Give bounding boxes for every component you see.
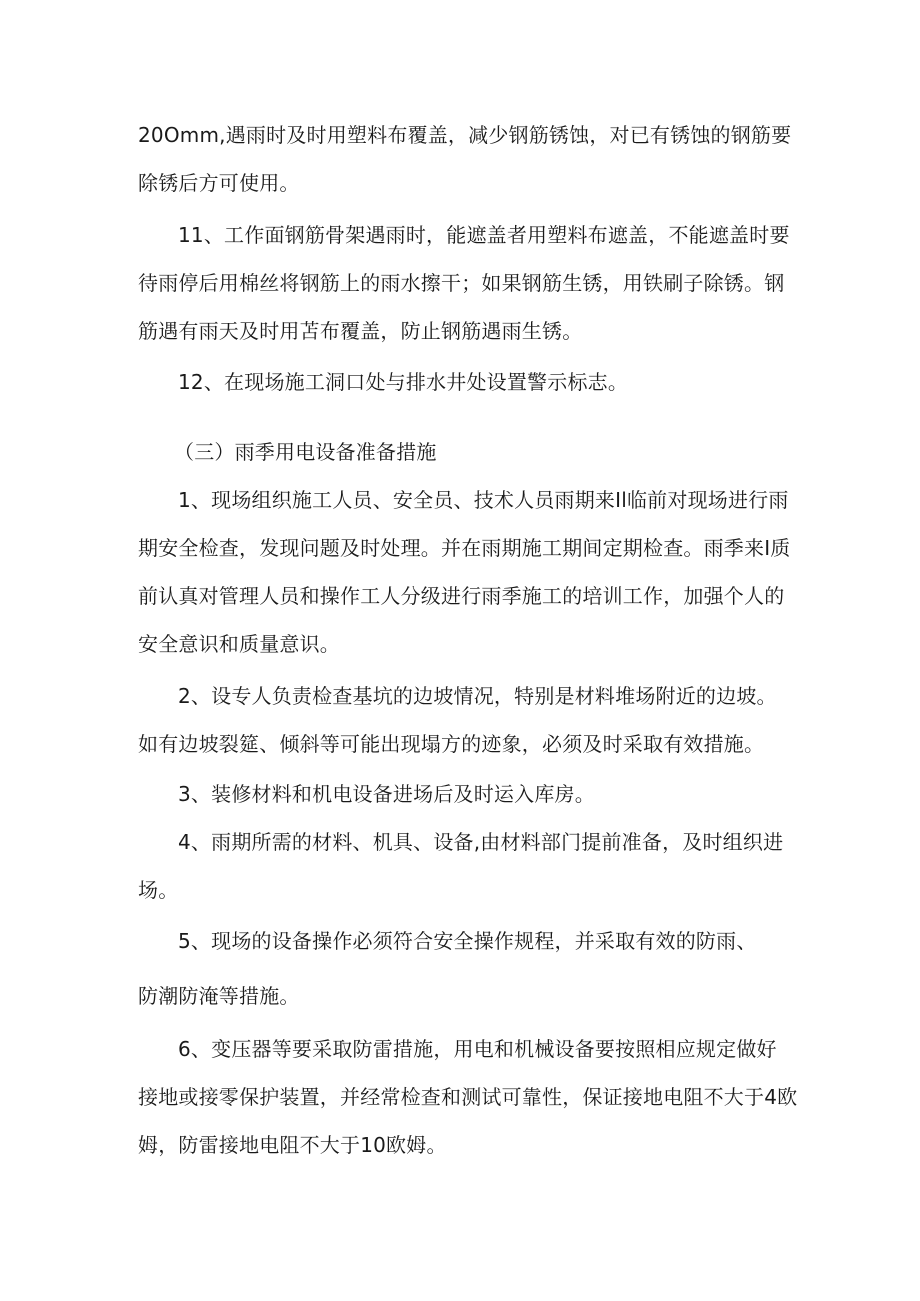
text-line: 接地或接零保护装置，并经常检查和测试可靠性，保证接地电阻不大于4欧 [138, 1085, 798, 1109]
text-line: 防潮防淹等措施。 [138, 984, 300, 1008]
text-line: 待雨停后用棉丝将钢筋上的雨水擦干；如果钢筋生锈，用铁刷子除锈。钢 [138, 271, 785, 295]
text-line: 20Omm,遇雨时及时用塑料布覆盖，减少钢筋锈蚀，对已有锈蚀的钢筋要 [138, 123, 792, 147]
section-heading: （三）雨季用电设备准备措施 [174, 440, 437, 464]
text-line: 如有边坡裂筵、倾斜等可能出现塌方的迹象，必须及时采取有效措施。 [138, 732, 765, 756]
text-line: 12、在现场施工洞口处与排水井处设置警示标志。 [178, 370, 629, 394]
text-line: 2、设专人负责检查基坑的边坡情况，特别是材料堆场附近的边坡。 [178, 684, 777, 708]
text-line: 场。 [138, 878, 179, 902]
text-line: 期安全检查，发现问题及时处理。并在雨期施工期间定期检查。雨季来I质 [138, 536, 791, 560]
text-line: 5、现场的设备操作必须符合安全操作规程，并采取有效的防雨、 [178, 929, 757, 953]
text-line: 3、装修材料和机电设备进场后及时运入库房。 [178, 782, 595, 806]
text-line: 筋遇有雨天及时用苫布覆盖，防止钢筋遇雨生锈。 [138, 319, 583, 343]
text-line: 安全意识和质量意识。 [138, 632, 340, 656]
text-line: 1、现场组织施工人员、安全员、技术人员雨期来Il临前对现场进行雨 [178, 488, 789, 512]
text-line: 11、工作面钢筋骨架遇雨时，能遮盖者用塑料布遮盖，不能遮盖时要 [178, 223, 790, 247]
text-line: 前认真对管理人员和操作工人分级进行雨季施工的培训工作，加强个人的 [138, 584, 785, 608]
text-line: 6、变压器等要采取防雷措施，用电和机械设备要按照相应规定做好 [178, 1037, 777, 1061]
text-line: 4、雨期所需的材料、机具、设备,由材料部门提前准备，及时组织进 [178, 830, 784, 854]
text-line: 姆，防雷接地电阻不大于10欧姆。 [138, 1133, 447, 1157]
text-line: 除锈后方可使用。 [138, 171, 300, 195]
